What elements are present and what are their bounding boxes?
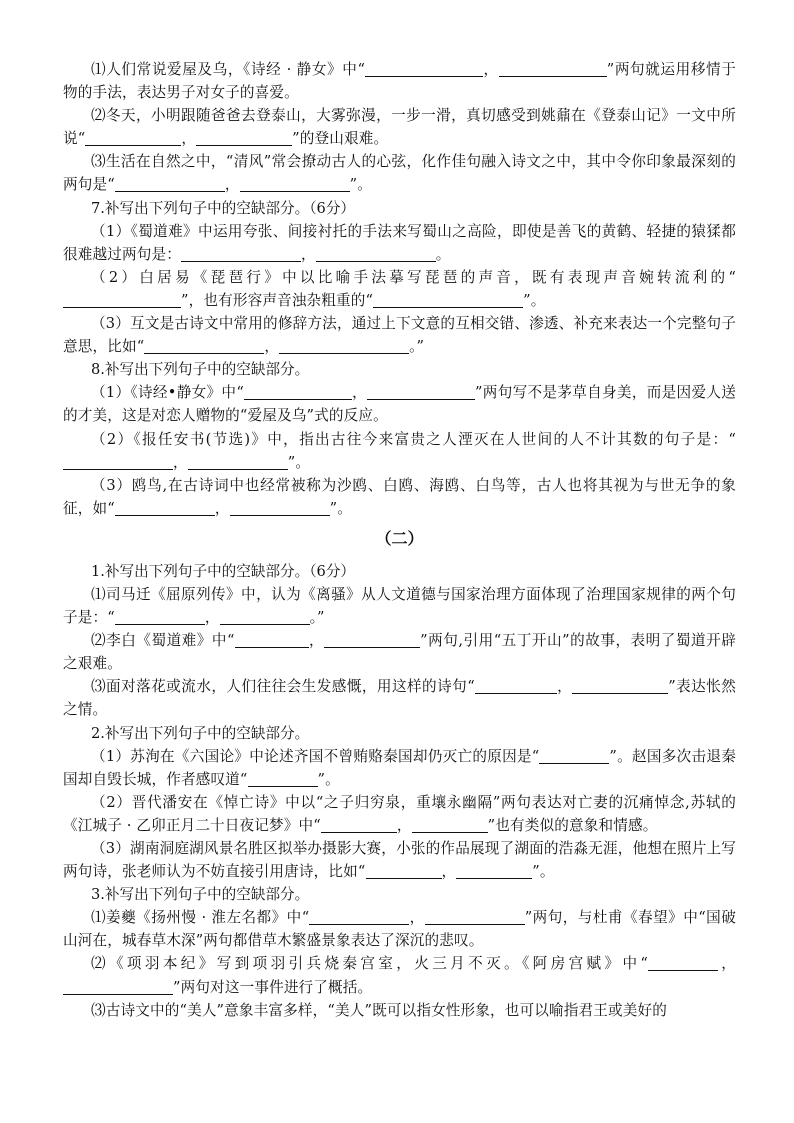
text: ”两句就运用移情于物的手法，表达男子对女子的喜爱。 <box>63 61 736 102</box>
text: ⑶生活在自然之中，“清风”常会撩动古人的心弦，化作佳句融入诗文之中，其中令你印象最深刻的两句是“ <box>63 153 736 194</box>
question-2-1 <box>63 745 736 791</box>
text: ”，也有形容声音浊杂粗重的“ <box>181 291 374 309</box>
question-3-heading: 3.补写出下列句子中的空缺部分。 <box>91 886 310 904</box>
question-6-2 <box>63 104 736 150</box>
answer-blank[interactable] <box>366 863 442 879</box>
question-2-3 <box>63 837 736 883</box>
text: 。 <box>435 245 451 263</box>
answer-blank[interactable] <box>85 130 181 146</box>
text: ， <box>173 453 188 471</box>
text: ”。 <box>329 499 352 517</box>
question-7-3 <box>63 312 736 358</box>
question-2-2 <box>63 791 736 837</box>
answer-blank[interactable] <box>244 384 352 400</box>
text: （2）白居易《琵琶行》中以比喻手法摹写琵琶的声音，既有表现声音婉转流利的“ <box>91 268 736 286</box>
question-8-2 <box>63 428 736 474</box>
text: ”。 <box>317 770 340 788</box>
answer-blank[interactable] <box>367 384 475 400</box>
text: ”两句对这一事件进行了概括。 <box>173 978 373 996</box>
text: （1）《蜀道难》中运用夸张、间接衬托的手法来写蜀山之高险，即使是善飞的黄鹤、轻捷的猿猱都很难越过两句是： <box>63 222 736 263</box>
answer-blank[interactable] <box>316 246 436 262</box>
text: ， <box>308 632 325 650</box>
text: ”。 <box>349 176 372 194</box>
question-1-heading: 1.补写出下列句子中的空缺部分。（6分） <box>91 562 356 580</box>
answer-blank[interactable] <box>115 176 225 192</box>
text: ”。 <box>287 453 311 471</box>
text: ”。 <box>523 291 546 309</box>
answer-blank[interactable] <box>240 176 350 192</box>
text: 。” <box>409 338 425 356</box>
answer-blank[interactable] <box>63 454 173 470</box>
text: ”也有类似的意象和情感。 <box>487 816 658 834</box>
text: （3）互文是古诗文中常用的修辞方法，通过上下文意的互相交错、渗透、补充来表达一个完整句子意思，比如“ <box>63 315 736 356</box>
answer-blank[interactable] <box>499 61 607 77</box>
text: ， <box>556 678 573 696</box>
text: ⑵冬天，小明跟随爸爸去登泰山，大雾弥漫，一步一滑，真切感受到姚鼐在《登泰山记》一文中所说“ <box>63 107 736 148</box>
question-1-2 <box>63 629 736 675</box>
text: ， <box>441 863 457 881</box>
text: （3）鸥鸟,在古诗词中也经常被称为沙鸥、白鸥、海鸥、白鸟等，古人也将其视为与世无争的象征，如“ <box>63 476 736 517</box>
text: 。” <box>309 609 325 627</box>
text: ⑵《项羽本纪》写到项羽引兵烧秦宫室，火三月不灭。《阿房宫赋》中“ <box>91 955 649 973</box>
answer-blank[interactable] <box>144 338 264 354</box>
answer-blank[interactable] <box>425 909 525 925</box>
answer-blank[interactable] <box>63 292 181 308</box>
text: ”表达怅然之情。 <box>63 678 736 719</box>
question-8-1 <box>63 381 736 427</box>
answer-blank[interactable] <box>572 678 668 694</box>
question-1-3 <box>63 675 736 721</box>
answer-blank[interactable] <box>412 817 488 833</box>
text: ， <box>264 338 280 356</box>
answer-blank[interactable] <box>365 61 483 77</box>
question-1-1 <box>63 583 736 629</box>
question-7-heading: 7.补写出下列句子中的空缺部分。（6分） <box>91 199 356 217</box>
text: （2）晋代潘安在《悼亡诗》中以“之子归穷泉，重壤永幽隔”两句表达对亡妻的沉痛悼念,苏轼的《江城子 · 乙卯正月二十日夜记梦》中“ <box>63 793 736 834</box>
text: （1）苏洵在《六国论》中论述齐国不曾贿赂秦国却仍灭亡的原因是“ <box>91 747 540 765</box>
text: ， <box>300 245 316 263</box>
text: （3）湖南洞庭湖风景名胜区拟举办摄影大赛，小张的作品展现了湖面的浩淼无涯，他想在照片上写两句诗，张老师认为不妨直接引用唐诗，比如“ <box>63 840 736 881</box>
text: ”两句写不是茅草自身美，而是因爱人送的才美，这是对恋人赠物的“爱屋及乌”式的反应。 <box>63 384 736 425</box>
question-2-heading: 2.补写出下列句子中的空缺部分。 <box>91 724 310 742</box>
answer-blank[interactable] <box>373 292 523 308</box>
answer-blank[interactable] <box>321 817 397 833</box>
answer-blank[interactable] <box>220 609 310 625</box>
text: ”两句，与杜甫《春望》中“国破山河在，城春草木深”两句都借草木繁盛景象表达了深沉的悲叹。 <box>63 909 736 950</box>
text: （1）《诗经•静女》中“ <box>91 384 244 402</box>
question-3-3: ⑶古诗文中的“美人”意象丰富多样，“美人”既可以指女性形象，也可以喻指君王或美好的 <box>91 1001 667 1019</box>
question-6-1 <box>63 58 736 104</box>
answer-blank[interactable] <box>309 909 409 925</box>
text: ⑵李白《蜀道难》中“ <box>91 632 235 650</box>
section-heading: （二） <box>375 528 424 548</box>
text: ”两句,引用“五丁开山”的故事，表明了蜀道开辟之艰难。 <box>63 632 736 673</box>
question-3-1 <box>63 906 736 952</box>
text: ⑶面对落花或流水，人们往往会生发感慨，用这样的诗句“ <box>91 678 475 696</box>
question-3-2 <box>63 952 736 998</box>
answer-blank[interactable] <box>115 500 215 516</box>
text: ， <box>181 130 197 148</box>
text: ”。 <box>532 863 555 881</box>
answer-blank[interactable] <box>475 678 557 694</box>
question-6-3 <box>63 150 736 196</box>
answer-blank[interactable] <box>115 609 205 625</box>
text: ， <box>214 499 230 517</box>
text: ， <box>351 384 368 402</box>
question-7-1 <box>63 220 736 266</box>
answer-blank[interactable] <box>648 955 718 971</box>
text: ”的登山艰难。 <box>292 130 389 148</box>
question-8-3 <box>63 474 736 520</box>
text: ， <box>224 176 240 194</box>
answer-blank[interactable] <box>235 632 309 648</box>
answer-blank[interactable] <box>196 130 292 146</box>
text: ”。赵国多次击退秦国却自毁长城，作者感叹道“ <box>63 747 736 788</box>
answer-blank[interactable] <box>63 979 173 995</box>
text: ⑴姜夔《扬州慢 · 淮左名都》中“ <box>91 909 310 927</box>
answer-blank[interactable] <box>539 748 609 764</box>
text: ， <box>204 609 220 627</box>
answer-blank[interactable] <box>188 454 288 470</box>
worksheet-page <box>63 58 736 1022</box>
answer-blank[interactable] <box>324 632 420 648</box>
answer-blank[interactable] <box>248 771 318 787</box>
answer-blank[interactable] <box>230 500 330 516</box>
text: （2）《报任安书(节选)》中，指出古往今来富贵之人湮灭在人世间的人不计其数的句子是：“ <box>91 430 736 448</box>
question-7-2 <box>63 266 736 312</box>
answer-blank[interactable] <box>181 246 301 262</box>
answer-blank[interactable] <box>279 338 409 354</box>
text: ⑴司马迁《屈原列传》中，认为《离骚》从人文道德与国家治理方面体现了治理国家规律的两个句子是：“ <box>63 585 736 627</box>
text: ， <box>409 909 425 927</box>
text: ， <box>483 61 499 78</box>
text: ⑴人们常说爱屋及乌，《诗经 · 静女》中“ <box>91 61 366 78</box>
text: ， <box>718 955 736 973</box>
text: ， <box>396 816 412 834</box>
question-8-heading: 8.补写出下列句子中的空缺部分。 <box>91 361 310 379</box>
answer-blank[interactable] <box>456 863 532 879</box>
